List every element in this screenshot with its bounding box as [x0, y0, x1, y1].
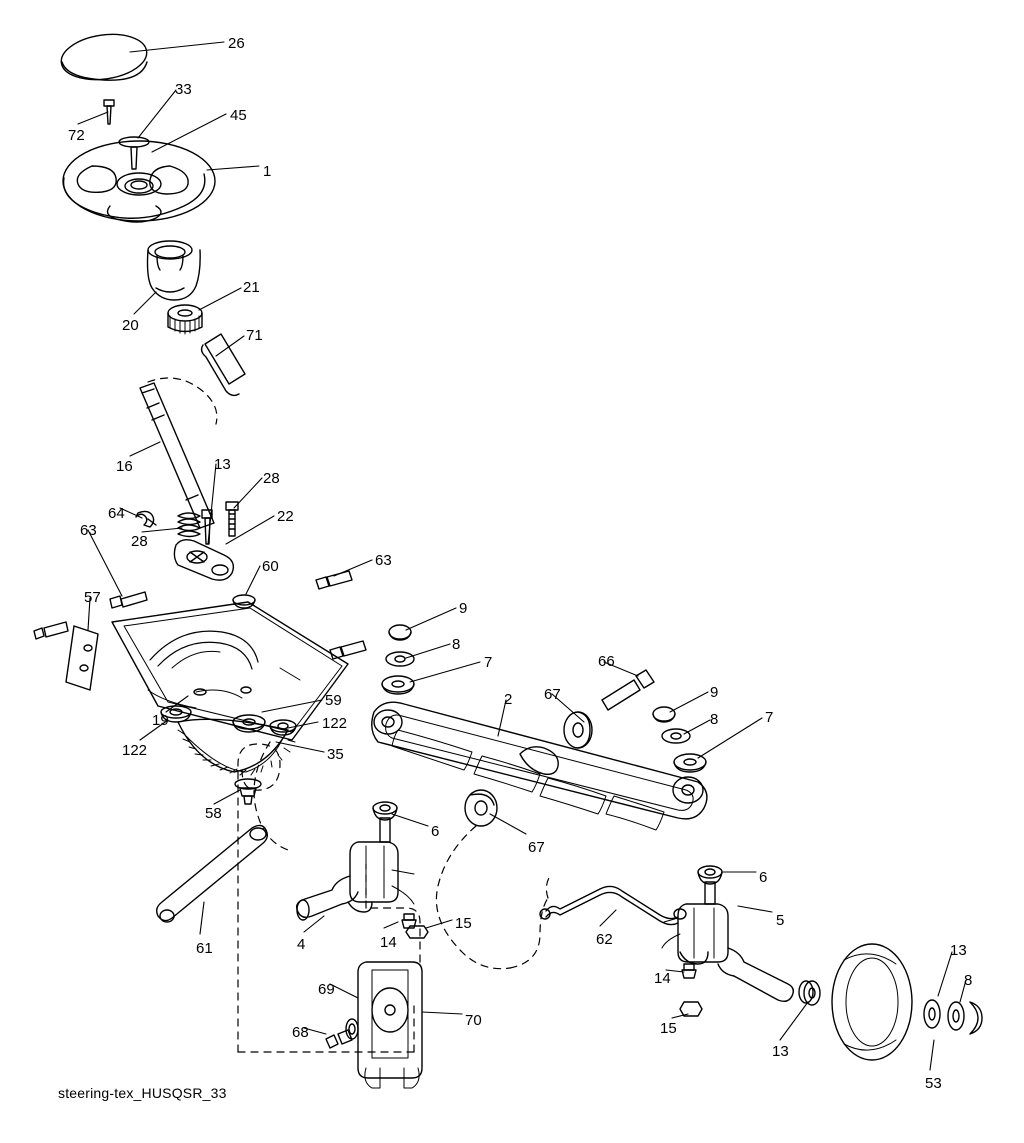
callout-45: 45: [230, 107, 247, 124]
part-57-bracket: [34, 622, 98, 690]
callout-61: 61: [196, 940, 213, 957]
part-71-bushing: [202, 334, 245, 395]
diagram-caption: steering-tex_HUSQSR_33: [58, 1085, 227, 1101]
callout-68: 68: [292, 1024, 309, 1041]
callout-14-left: 14: [380, 934, 397, 951]
callout-5: 5: [776, 912, 785, 929]
callout-22: 22: [277, 508, 294, 525]
callout-2: 2: [504, 691, 513, 708]
callout-67-upper: 67: [544, 686, 561, 703]
callout-67-lower: 67: [528, 839, 545, 856]
callout-66: 66: [598, 653, 615, 670]
callout-72: 72: [68, 127, 85, 144]
part-21-pinion-gear: [168, 305, 202, 334]
part-22-steering-arm: [174, 540, 233, 580]
part-5-right-spindle: [662, 882, 813, 1003]
callout-26: 26: [228, 35, 245, 52]
callout-28-b: 28: [131, 533, 148, 550]
callout-58: 58: [205, 805, 222, 822]
callout-33: 33: [175, 81, 192, 98]
callout-15-left: 15: [455, 915, 472, 932]
callout-14-right: 14: [654, 970, 671, 987]
callout-62: 62: [596, 931, 613, 948]
part-66-bolt: [602, 670, 654, 710]
callout-20: 20: [122, 317, 139, 334]
part-7-bearing-right: [674, 754, 706, 772]
part-59-steering-support: [112, 602, 348, 740]
part-72-screw: [104, 100, 114, 124]
callout-6-right: 6: [759, 869, 768, 886]
callout-8-outer: 8: [964, 972, 973, 989]
callout-35: 35: [327, 746, 344, 763]
part-14-washer-right: [682, 964, 696, 978]
callout-69: 69: [318, 981, 335, 998]
part-64-clip: [136, 511, 156, 527]
callout-8-right: 8: [710, 711, 719, 728]
callout-70: 70: [465, 1012, 482, 1029]
part-68-bolt: [326, 1030, 352, 1048]
part-8-washer-left: [386, 652, 414, 666]
callout-64: 64: [108, 505, 125, 522]
part-122-bushing-a: [233, 715, 265, 732]
front-wheel: [832, 944, 912, 1060]
callout-8-left: 8: [452, 636, 461, 653]
part-61-drag-link: [157, 825, 268, 922]
part-9-cap-right: [653, 707, 675, 722]
part-53-ring: [970, 1002, 982, 1034]
part-2-front-axle: [372, 702, 707, 830]
part-20-adapter: [148, 241, 201, 300]
callout-21: 21: [243, 279, 260, 296]
callout-63-left: 63: [80, 522, 97, 539]
part-8-washer-right: [662, 729, 690, 743]
callout-53: 53: [925, 1075, 942, 1092]
callout-13-wheel-right: 13: [950, 942, 967, 959]
callout-71: 71: [246, 327, 263, 344]
callout-59: 59: [325, 692, 342, 709]
callout-63-right: 63: [375, 552, 392, 569]
part-4-left-spindle: [297, 818, 414, 920]
callout-16: 16: [116, 458, 133, 475]
callout-9-left: 9: [459, 600, 468, 617]
callout-28-a: 28: [263, 470, 280, 487]
part-9-cap-left: [389, 625, 411, 640]
part-63-bolt-right-a: [316, 571, 352, 589]
callout-leader-lines: [78, 42, 966, 1070]
callout-122-a: 122: [322, 715, 348, 732]
callout-6-left: 6: [431, 823, 440, 840]
part-63-bolt-left: [110, 592, 147, 608]
part-26-pad: [58, 29, 149, 85]
callout-1: 1: [263, 163, 272, 180]
callout-13-wheel-left: 13: [772, 1043, 789, 1060]
callout-19: 19: [152, 712, 169, 729]
part-15-nut-left: [406, 926, 428, 938]
part-1-steering-wheel: [63, 141, 215, 222]
callout-60: 60: [262, 558, 279, 575]
part-28-bolt: [226, 502, 238, 536]
part-13-washer-wheel-left: [804, 981, 820, 1005]
part-16-steering-shaft: [140, 383, 214, 528]
part-7-bearing-left: [382, 676, 414, 694]
part-13-washer-right-outer: [924, 1000, 940, 1028]
callout-122-b: 122: [122, 742, 148, 759]
callout-57: 57: [84, 589, 101, 606]
callout-7-left: 7: [484, 654, 493, 671]
part-62-tie-rod: [540, 886, 686, 924]
part-15-nut-right: [680, 1002, 702, 1016]
part-28-washer-upper: [178, 513, 200, 537]
callout-7-right: 7: [765, 709, 774, 726]
callout-4: 4: [297, 936, 306, 953]
part-8-washer-outer: [948, 1002, 964, 1030]
callout-9-right: 9: [710, 684, 719, 701]
part-58-bolt: [235, 779, 261, 804]
part-70-plate: [358, 962, 422, 1088]
callout-15-right: 15: [660, 1020, 677, 1037]
part-69-bushing: [346, 1019, 358, 1039]
part-60-washer: [233, 595, 255, 608]
callout-13-upper: 13: [214, 456, 231, 473]
part-67-pulley-lower: [465, 790, 497, 826]
